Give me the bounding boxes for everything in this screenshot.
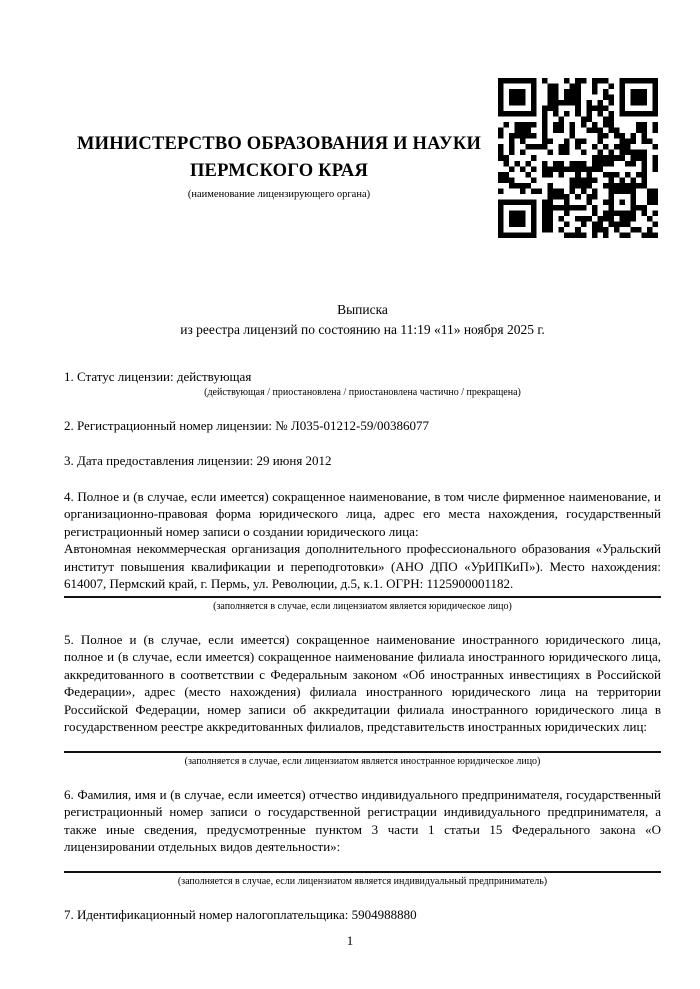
qr-code-image xyxy=(498,78,658,238)
ministry-name-line1: МИНИСТЕРСТВО ОБРАЗОВАНИЯ И НАУКИ xyxy=(76,134,482,154)
ministry-name-line2: ПЕРМСКОГО КРАЯ xyxy=(189,161,369,181)
page-number: 1 xyxy=(346,933,354,948)
empty-answer-space xyxy=(64,736,661,748)
document-header xyxy=(0,0,700,300)
section-grant-date xyxy=(64,452,661,470)
title-subtitle: из реестра лицензий по состоянию на 11:19 «11» ноября 2025 г. xyxy=(180,322,545,337)
entrepreneur-caption: (заполняется в случае, если лицензиатом является индивидуальный предприниматель) xyxy=(177,875,548,887)
document-body xyxy=(64,368,661,923)
legal-entity-question: 4. Полное и (в случае, если имеется) сокращенное наименование, в том числе фирменное наименование, и организационно-правовая форма юридического лица, адрес его места нахождения, государственный регистрационный номер записи о создании юридического лица: xyxy=(64,488,661,539)
grant-date-text: 3. Дата предоставления лицензии: 29 июня 2012 xyxy=(64,453,332,468)
license-status-options-caption: (действующая / приостановлена / приостановлена частично / прекращена) xyxy=(204,386,521,398)
document-title xyxy=(64,300,661,340)
empty-answer-space xyxy=(64,856,661,868)
entrepreneur-question: 6. Фамилия, имя и (в случае, если имеется) отчество индивидуального предпринимателя, государственный регистрационный номер записи о государственной регистрации индивидуального предпринимателя, а также иные сведения, предусмотренные пунктом 3 части 1 статьи 15 Федерального закона «О лицензировании отдельных видов деятельности»: xyxy=(64,786,661,854)
section-legal-entity xyxy=(64,488,661,613)
title-line: Выписка xyxy=(337,302,388,317)
legal-entity-answer: Автономная некоммерческая организация дополнительного профессионального образования «Уральский институт повышения квалификации и переподготовки» (АНО ДПО «УрИПКиП»). Место нахождения: 614007, Пермский край, г. Пермь, ул. Революции, д.5, к.1. ОГРН: 1125900001182. xyxy=(64,541,661,591)
qr-code-icon xyxy=(498,78,658,238)
foreign-entity-question: 5. Полное и (в случае, если имеется) сокращенное наименование иностранного юридического лица, полное и (в случае, если имеется) сокращенное наименование филиала иностранного юридического лица, аккредитованного в соответствии с Федеральным законом «Об иностранных инвестициях в Российской Федерации», адрес (место нахождения) филиала иностранного юридического лица на территории Российской Федерации, номер записи об аккредитации филиала иностранного юридического лица в государственном реестре аккредитованных филиалов, представительств иностранных юридических лиц: xyxy=(64,631,661,734)
licensing-authority-caption: (наименование лицензирующего органа) xyxy=(187,189,371,200)
legal-entity-caption: (заполняется в случае, если лицензиатом является юридическое лицо) xyxy=(213,600,512,612)
registration-number-text: 2. Регистрационный номер лицензии: № Л035-01212-59/00386077 xyxy=(64,417,430,433)
license-status-text: 1. Статус лицензии: действующая xyxy=(64,369,252,384)
section-license-status xyxy=(64,368,661,399)
section-taxpayer-number xyxy=(64,906,661,924)
taxpayer-number-text: 7. Идентификационный номер налогоплательщика: 5904988880 xyxy=(64,906,417,922)
ministry-name xyxy=(64,131,494,185)
licensing-authority-block xyxy=(64,131,494,200)
section-individual-entrepreneur xyxy=(64,786,661,888)
section-registration-number xyxy=(64,417,661,435)
foreign-entity-caption: (заполняется в случае, если лицензиатом является иностранное юридическое лицо) xyxy=(184,755,541,767)
section-foreign-entity xyxy=(64,631,661,768)
